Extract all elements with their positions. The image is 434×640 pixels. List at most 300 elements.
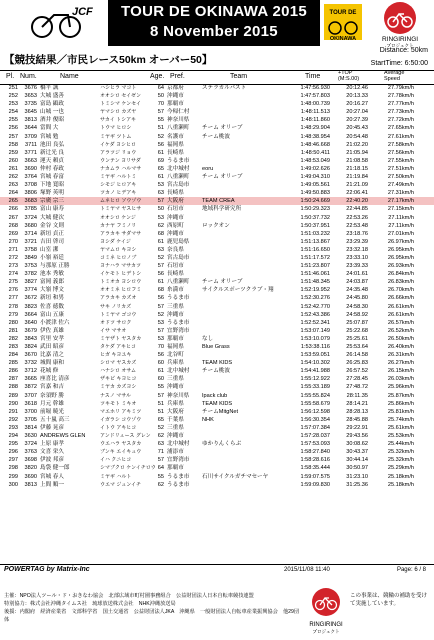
cell-num: 3735 [24,101,37,108]
cell-time: 1:49:50.883 [300,190,330,197]
cell-speed: 26.03km/h [387,376,414,383]
table-row [0,189,434,197]
cell-num: 3690 [24,165,37,172]
cell-time: 1:48:46.668 [300,141,330,148]
cell-kana: トミシマ ケンセイ [100,101,141,108]
cell-name: 座喜比 清彦 [40,376,70,383]
table-row [0,392,434,400]
cell-kana: イサ マサオ [100,327,127,334]
cell-top: 23:39.33 [346,263,368,270]
cell-pref: 石垣市 [167,263,184,270]
cell-top: 30:44.14 [346,457,368,464]
cell-name: 宮嘉 和吉 [40,384,64,391]
cell-time: 1:48:38.954 [300,133,330,140]
cell-pref: 三重県 [167,376,184,383]
cell-pl: 293 [8,424,18,431]
cell-speed: 26.15km/h [387,368,414,375]
cell-num: 3680 [24,222,37,229]
cell-age: 62 [157,433,164,440]
cell-kana: トミヤマ ゴコウ [100,311,137,318]
table-row [0,416,434,424]
cell-name: 宮城 春富 [40,174,64,181]
cell-name: 塚野 英明 [40,190,64,197]
cell-team: チーム オリーブ [202,174,243,181]
cell-speed: 26.40km/h [387,344,414,350]
table-row [0,205,434,213]
cell-name: 山室 潔 [40,246,59,253]
cell-top: 31:23.10 [346,473,368,480]
cell-time: 1:55:55.824 [300,392,330,399]
cell-num: 3630 [24,433,37,440]
table-row [0,262,434,270]
cell-pref: 三重県 [167,303,184,310]
cell-top: 24:03.87 [346,279,368,286]
cell-age: 68 [157,287,164,294]
cell-time: 1:51:13.867 [300,238,330,245]
cell-pl: 278 [8,303,18,310]
cell-speed: 26.95km/h [387,246,414,253]
cell-pref: 神奈川県 [167,117,190,124]
cell-pl: 267 [8,214,18,221]
cell-time: 1:52:19.952 [300,287,330,294]
cell-team: NHK [202,416,214,423]
cell-top: 20:54.48 [346,133,368,140]
cell-team: なし [202,335,214,342]
col-top: +TOP (M:S.00) [338,70,360,82]
cell-time: 1:55:33.189 [300,384,330,391]
cell-speed: 26.93km/h [387,263,414,270]
cell-pl: 290 [8,400,18,407]
cell-pref: うるま市 [167,319,190,326]
cell-top: 20:13.33 [346,93,368,100]
cell-team: 地域科学研究所 [202,206,242,213]
cell-top: 30:43.37 [346,449,368,456]
cell-name: 宮城 春人 [40,473,64,480]
cell-pref: 福岡県 [167,141,184,148]
cell-name: 佐喜 徳数 [40,303,64,310]
cell-speed: 25.53km/h [387,433,414,440]
cell-speed: 26.70km/h [387,287,414,294]
cell-num: 3823 [24,303,37,310]
cell-name: 池本 秀敏 [40,271,64,278]
cell-pl: 265 [8,198,18,205]
cell-team: Blue Grass [202,344,230,350]
cell-kana: ブンキ エイキュウ [100,449,142,456]
cell-top: 25:07.87 [346,319,368,326]
cell-time: 1:53:10.079 [300,335,330,342]
table-row [0,246,434,254]
cell-pref: 兵庫県 [167,360,184,367]
cell-speed: 27.51km/h [387,165,414,172]
cell-pref: 沖縄市 [167,433,184,440]
cell-num: 3712 [24,368,37,375]
cell-pl: 261 [8,165,18,172]
cell-kana: ツキモト ミキオ [100,400,137,407]
cell-pl: 259 [8,149,18,156]
cell-pl: 287 [8,376,18,383]
cell-pref: 三重県 [167,424,184,431]
cell-age: 51 [157,408,164,415]
cell-time: 1:51:23.807 [300,263,330,270]
table-row [0,141,434,149]
cell-time: 1:52:52.341 [300,319,330,326]
cell-top: 24:35.48 [346,287,368,294]
cell-age: 56 [157,352,164,359]
cell-time: 1:51:48.345 [300,279,330,286]
cell-pref: 兵庫県 [167,400,184,407]
cell-top: 20:27.04 [346,109,368,116]
cell-team: チームMitgNet [202,408,239,415]
cell-team: TEAM KIDS [202,360,233,367]
cell-pref: 北谷町 [167,352,184,359]
table-row [0,319,434,327]
cell-age: 57 [157,392,164,399]
cell-num: 3813 [24,117,37,124]
cell-num: 3714 [24,230,37,237]
cell-kana: イケモト ヒデトシ [100,271,142,278]
cell-time: 1:55:12.922 [300,376,330,383]
cell-num: 3813 [24,481,37,488]
cell-top: 24:45.80 [346,295,368,302]
cell-name: 運天 頼貞 [40,157,64,164]
cell-num: 3618 [24,400,37,407]
svg-text:プロジェクト: プロジェクト [386,43,414,48]
cell-name: 城間 康和 [40,360,64,367]
cell-age: 51 [157,400,164,407]
cell-kana: オオシロ ケンジ [100,214,136,221]
cell-num: 3820 [24,465,37,472]
cell-time: 1:48:11.513 [300,109,330,116]
cell-kana: ヤマシロ カズヤ [100,109,137,116]
cell-name: 大城 盛善 [40,93,64,100]
cell-team: チーム桃波 [202,368,230,375]
cell-pl: 260 [8,157,18,164]
cell-kana: アラカキ カズオ [100,295,137,302]
table-row [0,294,434,302]
cell-num: 3709 [24,133,37,140]
cell-name: 新垣 和男 [40,295,64,302]
cell-time: 1:47:56.930 [300,85,330,91]
cell-kana: マエホリ アキミツ [100,408,142,415]
cell-top: 23:29.39 [346,238,368,245]
cell-team: 石川サイクルガチマセーヤ [202,473,269,480]
cell-pl: 270 [8,238,18,245]
cell-age: 50 [157,206,164,213]
cell-age: 56 [157,271,164,278]
cell-top: 20:45.43 [346,125,368,132]
col-team: Team [230,73,248,80]
table-row [0,100,434,108]
table-row [0,383,434,391]
cell-kana: ミヤギ ハルト [100,473,132,480]
cell-top: 21:19.84 [346,174,368,181]
cell-speed: 25.87km/h [387,392,414,399]
cell-num: 3782 [24,271,37,278]
cell-pl: 296 [8,449,18,456]
footer-divider [0,564,434,565]
cell-speed: 27.15km/h [387,206,414,213]
cell-pl: 258 [8,141,18,148]
table-row [0,440,434,448]
table-row [0,165,434,173]
cell-name: 宮城 勉 [40,133,59,140]
table-row [0,464,434,472]
cell-pref: 福岡県 [167,344,184,350]
cell-num: 3753 [24,263,37,270]
cell-age: 53 [157,214,164,221]
cell-num: 3758 [24,246,37,253]
cell-kana: ミヤカ カズヨシ [100,384,137,391]
cell-name: 奈須野 勝 [40,392,64,399]
cell-time: 1:50:37.732 [300,214,330,221]
cell-kana: イハ クニヒコ [100,457,132,464]
cell-pl: 277 [8,295,18,302]
cell-team: チーム オリーブ [202,279,243,286]
cell-pl: 251 [8,85,18,91]
cell-pl: 264 [8,190,18,197]
cell-pref: 宜野湾市 [167,457,190,464]
cell-name: 富島 顕政 [40,101,64,108]
col-pref: Pref. [170,73,185,80]
cell-pl: 254 [8,109,18,116]
cell-top: 24:58.30 [346,303,368,310]
cell-age: 63 [157,190,164,197]
cell-top: 20:27.39 [346,117,368,124]
cell-age: 60 [157,360,164,367]
keirin-notice: この事業は、競輪の補助を受けて実施しています。 [350,593,428,607]
cell-speed: 27.73km/h [387,109,414,116]
cell-speed: 27.58km/h [387,141,414,148]
cell-kana: イトウ アキヒコ [100,424,137,431]
cell-pl: 262 [8,174,18,181]
cell-kana: ナスノ マサル [100,392,131,399]
cell-name: 新辻光 良 [40,149,64,156]
cell-kana: ヨナハラ マサカツ [100,263,141,270]
table-row [0,181,434,189]
cell-time: 1:57:07.384 [300,424,330,431]
table-row [0,173,434,181]
cell-num: 3707 [24,392,37,399]
cell-pref: うるま市 [167,481,190,488]
cell-kana: タケダ アキヒコ [100,344,136,350]
event-title: TOUR DE OKINAWA 2015 [120,3,308,20]
results-table [0,84,434,489]
cell-age: 55 [157,117,164,124]
table-row [0,149,434,157]
cell-num: 3653 [24,93,37,100]
col-pl: Pl. [6,73,15,80]
cell-pref: 北中城村 [167,368,190,375]
cell-top: 30:08.62 [346,441,368,448]
cell-time: 1:52:30.276 [300,295,330,302]
cell-pl: 292 [8,416,18,423]
cell-pref: 名護市 [167,133,184,140]
cell-kana: ヤマムロ キヨシ [100,246,137,253]
cell-pl: 274 [8,271,18,278]
cell-pl: 297 [8,457,18,464]
sponsor-line-cooperation: 特別協力：株式会社沖縄タイムス社 琉球放送株式会社 NHK沖縄放送局 [4,601,176,607]
cell-kana: ザキビ キヨヒコ [100,376,137,383]
cell-pref: 沖縄市 [167,311,184,318]
cell-speed: 26.61km/h [387,303,414,310]
table-row [0,238,434,246]
cell-pref: 神奈川県 [167,392,190,399]
cell-top: 25:53.64 [346,344,368,350]
cell-time: 1:53:38.116 [300,344,330,350]
cell-name: 小渡津 佐六 [40,319,70,326]
cell-pref: 糸満市 [167,287,184,294]
cell-time: 1:54:41.988 [300,368,330,375]
cell-speed: 26.57km/h [387,319,414,326]
cell-age: 68 [157,230,164,237]
table-row [0,367,434,375]
cell-num: 3827 [24,279,37,286]
cell-num: 3771 [24,149,37,156]
cell-pref: 大阪府 [167,408,184,415]
cell-age: 52 [157,311,164,318]
cell-pref: 大阪府 [167,198,184,205]
table-row [0,254,434,262]
cell-kana: イケダ ヨシヒロ [100,141,137,148]
cell-kana: ミヤギ ハルトミ [100,174,137,181]
cell-pl: 299 [8,473,18,480]
cell-kana: サカイ トシアキ [100,117,136,124]
cell-age: 64 [157,85,164,91]
cell-time: 1:54:10.302 [300,360,330,367]
cell-speed: 26.27km/h [387,360,414,367]
cell-num: 3663 [24,157,37,164]
cell-num: 3640 [24,319,37,326]
cell-age: 52 [157,133,164,140]
cell-pref: 長崎県 [167,149,184,156]
cell-name: 池田 良弘 [40,141,64,148]
cell-name: 五十嵐 高三 [40,416,70,423]
event-date: 8 November 2015 [150,23,278,40]
cell-age: 50 [157,93,164,100]
table-row [0,108,434,116]
cell-kana: ナカムラ ハルマサ [100,165,142,172]
cell-time: 1:56:30.354 [300,416,330,423]
cell-age: 61 [157,279,164,286]
table-row [0,133,434,141]
cell-age: 57 [157,263,164,270]
cell-top: 30:50.97 [346,465,368,472]
table-row [0,473,434,481]
cell-name: 伊波 邦彦 [40,457,64,464]
cell-name: 大嶺 博文 [40,287,64,294]
table-row [0,116,434,124]
cell-speed: 26.52km/h [387,327,414,334]
cell-age: 57 [157,303,164,310]
cell-kana: アラカキ サダマサ [100,230,142,237]
cell-team: チーム桃波 [202,133,230,140]
cell-num: 3849 [24,254,37,261]
cell-name: 上原 康孝 [40,441,64,448]
ringiringi-footer-logo [304,584,348,636]
cell-age: 62 [157,481,164,488]
cell-pref: 鹿児島県 [167,238,190,245]
cell-name: 宗廣 宗三 [40,198,64,205]
cell-pl: 263 [8,182,18,189]
table-row [0,214,434,222]
cell-team: チーム オリーブ [202,125,243,132]
cell-age: 65 [157,416,164,423]
cell-speed: 27.01km/h [387,230,414,237]
cell-speed: 25.32km/h [387,449,414,456]
cell-age: 60 [157,376,164,383]
cell-name: 武田 昭彦 [40,344,64,350]
cell-name: 金谷 文則 [40,222,64,229]
cell-kana: ヨシダ ケイジ [100,238,131,245]
cell-age: 61 [157,174,164,181]
cell-kana: ミヤギ ツトム [100,133,132,140]
cell-time: 1:51:16.650 [300,246,330,253]
cell-kana: イガラシ コウゾウ [100,416,142,423]
cell-pref: うるま市 [167,157,190,164]
cell-kana: オオミネ ヒロフミ [100,287,142,294]
cell-pl: 279 [8,311,18,318]
cell-pref: 北中城村 [167,441,190,448]
table-row [0,456,434,464]
column-header-row [0,70,434,85]
cell-name: 新垣 貞正 [40,230,64,237]
cell-speed: 27.78km/h [387,93,414,100]
cell-pl: 257 [8,133,18,140]
cell-name: 仲村 春政 [40,165,64,172]
cell-top: 24:01.61 [346,271,368,278]
printed-timestamp: 2015/11/08 11:40 [284,567,330,573]
cell-kana: ミヤザト ヤスタカ [100,335,142,342]
cell-pl: 281 [8,327,18,334]
page-header [0,0,434,50]
cell-kana: ハシヒラ マコト [100,85,137,91]
col-name: Name [60,73,79,80]
ringiringi-logo [368,0,432,48]
cell-time: 1:51:03.232 [300,230,330,237]
table-row [0,124,434,132]
cell-pl: 253 [8,101,18,108]
table-row [0,400,434,408]
start-time-label: StartTime: 6:50:00 [370,60,428,67]
cell-name: 宮里 安孝 [40,335,64,342]
cell-speed: 25.29km/h [387,465,414,472]
cell-team: ゆかりんくらぶ [202,441,242,448]
table-row [0,375,434,383]
table-row [0,270,434,278]
cell-pl: 286 [8,368,18,375]
cell-age: 53 [157,319,164,326]
svg-text:OKINAWA: OKINAWA [329,36,357,42]
cell-age: 57 [157,457,164,464]
cell-time: 1:57:28.037 [300,433,330,440]
table-row [0,327,434,335]
cell-top: 29:22.91 [346,424,368,431]
cell-num: 3721 [24,238,37,245]
svg-text:RINGIRINGI: RINGIRINGI [381,36,419,43]
cell-num: 3711 [24,141,37,148]
table-row [0,157,434,165]
cell-speed: 26.31km/h [387,352,414,359]
cell-pl: 273 [8,263,18,270]
cell-speed: 27.56km/h [387,149,414,156]
cell-pl: 289 [8,392,18,399]
cell-speed: 25.96km/h [387,384,414,391]
cell-num: 3814 [24,424,37,431]
cell-top: 29:43.56 [346,433,368,440]
cell-top: 31:25.36 [346,481,368,488]
cell-kana: シロマ ヤスカズ [100,360,137,367]
cell-top: 28:11.35 [346,392,368,399]
